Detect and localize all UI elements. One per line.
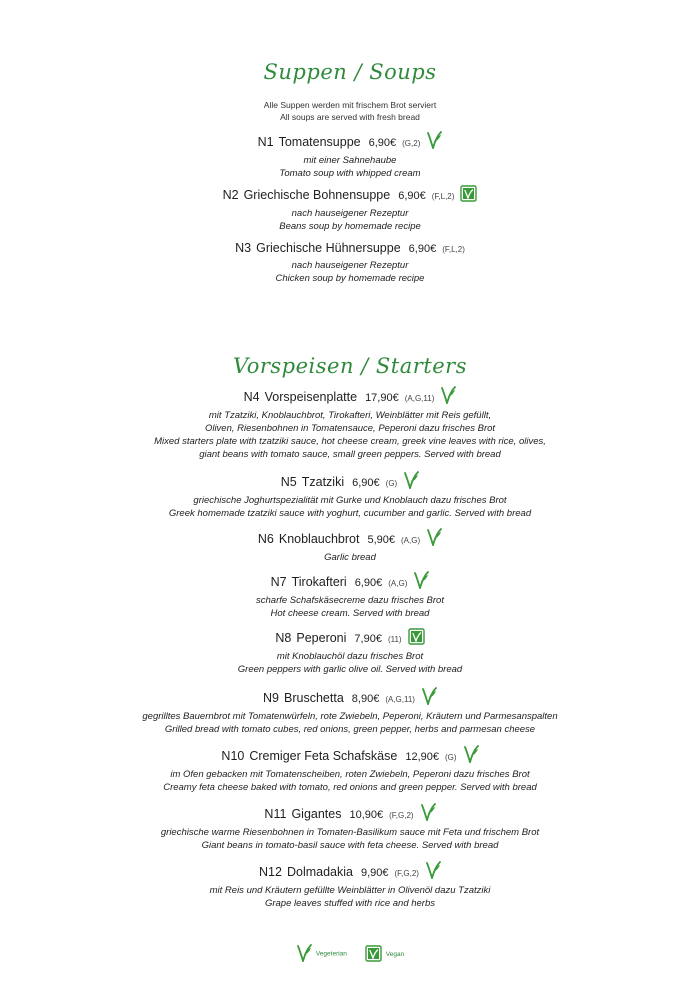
item-price: 7,90€	[354, 633, 382, 645]
item-desc-line: giant beans with tomato sauce, small green peppers. Served with bread	[199, 449, 501, 460]
menu-item-title	[0, 386, 700, 409]
vegetarian-leaf-icon	[421, 687, 437, 710]
item-desc-line: Green peppers with garlic olive oil. Served with bread	[237, 664, 463, 675]
item-number: N2	[222, 188, 239, 202]
item-desc-line: scharfe Schafskäsecreme dazu frisches Brot	[256, 595, 444, 606]
menu-item-n1	[0, 131, 700, 180]
item-number: N12	[259, 865, 282, 879]
item-desc-line: im Ofen gebacken mit Tomatenscheiben, roten Zwiebeln, Peperoni dazu frisches Brot	[170, 769, 530, 780]
item-number: N3	[235, 241, 252, 255]
menu-item-n8	[0, 628, 700, 676]
item-desc-line: Chicken soup by homemade recipe	[275, 273, 425, 284]
item-name: Cremiger Feta Schafskäse	[249, 749, 398, 763]
legend-vegetarian	[296, 944, 347, 964]
menu-item-n4	[0, 386, 700, 461]
menu-item-title	[0, 745, 700, 768]
menu-item-n12	[0, 861, 700, 910]
vegetarian-leaf-icon	[413, 571, 429, 594]
menu-item-title	[0, 628, 700, 650]
item-price: 6,90€	[352, 477, 380, 489]
legend-vegan-label: Vegan	[385, 950, 405, 958]
item-desc-line: Greek homemade tzatziki sauce with yoghurt, cucumber and garlic. Served with bread	[168, 508, 532, 519]
item-allergens: (G)	[385, 479, 398, 488]
menu-item-title	[0, 861, 700, 884]
item-name: Dolmadakia	[286, 865, 353, 879]
item-number: N9	[263, 691, 280, 705]
item-desc-line: Hot cheese cream. Served with bread	[270, 608, 430, 619]
item-allergens: (F,L,2)	[442, 245, 465, 254]
legend-vegetarian-label: Vegeterian	[315, 950, 347, 958]
item-allergens: (A,G,11)	[385, 695, 415, 704]
menu-item-title	[0, 803, 700, 826]
vegan-box-icon	[365, 945, 382, 964]
item-number: N11	[264, 807, 287, 821]
legend-vegan	[365, 945, 404, 964]
menu-item-title	[0, 528, 700, 551]
vegetarian-leaf-icon	[420, 803, 436, 826]
item-name: Knoblauchbrot	[278, 532, 360, 546]
item-desc-line: Grilled bread with tomato cubes, red onions, green pepper, herbs and parmesan cheese	[164, 724, 536, 735]
menu-item-title	[0, 571, 700, 594]
soups-intro-en: All soups are served with fresh bread	[280, 112, 420, 122]
item-price: 9,90€	[360, 867, 389, 879]
vegetarian-leaf-icon	[463, 745, 479, 768]
item-allergens: (F,G,2)	[394, 869, 419, 878]
item-desc-line: griechische Joghurtspezialität mit Gurke und Knoblauch dazu frisches Brot	[193, 495, 507, 506]
item-allergens: (11)	[387, 635, 402, 644]
item-allergens: (F,G,2)	[389, 811, 414, 820]
vegetarian-leaf-icon	[426, 131, 442, 154]
item-number: N5	[280, 475, 297, 489]
item-desc-line: Tomato soup with whipped cream	[279, 168, 421, 179]
soups-intro-de: Alle Suppen werden mit frischem Brot serviert	[263, 100, 437, 110]
item-price: 6,90€	[354, 577, 383, 589]
item-price: 6,90€	[398, 190, 426, 202]
item-desc-line: Beans soup by homemade recipe	[279, 221, 421, 232]
item-desc-line: Creamy feta cheese baked with tomato, red onions and green pepper. Served with bread	[163, 782, 537, 793]
item-price: 5,90€	[367, 534, 396, 546]
item-name: Vorspeisenplatte	[264, 390, 358, 404]
menu-item-n10	[0, 745, 700, 794]
item-number: N4	[243, 390, 260, 404]
item-name: Tomatensuppe	[278, 135, 361, 149]
item-desc-line: nach hauseigener Rezeptur	[291, 260, 409, 271]
item-allergens: (A,G)	[401, 536, 421, 545]
item-desc-line: Grape leaves stuffed with rice and herbs	[264, 898, 436, 909]
menu-item-title	[0, 185, 700, 207]
item-number: N6	[257, 532, 274, 546]
item-price: 17,90€	[365, 392, 399, 404]
item-allergens: (F,L,2)	[431, 192, 455, 201]
item-desc-line: griechische warme Riesenbohnen in Tomaten-Basilikum sauce mit Feta und frischem Brot	[160, 827, 540, 838]
item-allergens: (A,G,11)	[404, 394, 435, 403]
item-desc-line: Oliven, Riesenbohnen in Tomatensauce, Peperoni dazu frisches Brot	[204, 423, 496, 434]
item-desc-line: mit Knoblauchöl dazu frisches Brot	[276, 651, 424, 662]
item-desc-line: Mixed starters plate with tzatziki sauce, hot cheese cream, greek vine leaves with rice, olives,	[154, 436, 546, 447]
menu-item-title	[0, 131, 700, 154]
item-name: Peperoni	[296, 631, 347, 645]
section-title-soups: Suppen / Soups	[263, 60, 437, 84]
menu-item-n7	[0, 571, 700, 620]
item-desc-line: mit Tzatziki, Knoblauchbrot, Tirokafteri, Weinblätter mit Reis gefüllt,	[208, 410, 492, 421]
item-number: N1	[257, 135, 274, 149]
item-number: N10	[221, 749, 245, 763]
item-desc-line: Giant beans in tomato-basil sauce with feta cheese. Served with bread	[201, 840, 499, 851]
menu-item-title	[0, 471, 700, 494]
item-allergens: (A,G)	[388, 579, 408, 588]
item-number: N7	[270, 575, 287, 589]
item-name: Griechische Bohnensuppe	[243, 188, 391, 202]
menu-item-n11	[0, 803, 700, 852]
vegetarian-leaf-icon	[403, 471, 419, 494]
vegan-box-icon	[408, 628, 425, 650]
item-name: Bruschetta	[284, 691, 344, 705]
menu-item-n6	[0, 528, 700, 564]
menu-item-n9	[0, 687, 700, 736]
item-price: 6,90€	[368, 137, 397, 149]
menu-item-n5	[0, 471, 700, 520]
item-allergens: (G,2)	[402, 139, 421, 148]
item-desc-line: nach hauseigener Rezeptur	[291, 208, 409, 219]
item-desc-line: mit Reis und Kräutern gefüllte Weinblätter in Olivenöl dazu Tzatziki	[209, 885, 491, 896]
menu-item-title	[0, 687, 700, 710]
item-desc-line: mit einer Sahnehaube	[303, 155, 397, 166]
vegetarian-leaf-icon	[425, 861, 441, 884]
menu-item-title	[0, 239, 700, 259]
item-name: Gigantes	[291, 807, 342, 821]
diet-legend	[0, 944, 700, 964]
menu-item-n3	[0, 239, 700, 285]
section-title-starters: Vorspeisen / Starters	[232, 354, 467, 378]
item-name: Tzatziki	[301, 475, 345, 489]
item-price: 12,90€	[405, 751, 439, 763]
item-name: Griechische Hühnersuppe	[256, 241, 401, 255]
item-price: 8,90€	[351, 693, 380, 705]
item-allergens: (G)	[445, 753, 457, 762]
vegan-box-icon	[460, 185, 477, 207]
item-desc-line: gegrilltes Bauernbrot mit Tomatenwürfeln, rote Zwiebeln, Peperoni, Kräutern und Parmesanspalten	[142, 711, 558, 722]
vegetarian-leaf-icon	[296, 944, 312, 964]
soups-intro	[0, 99, 700, 123]
item-desc-line: Garlic bread	[324, 552, 376, 563]
item-name: Tirokafteri	[291, 575, 347, 589]
menu-item-n2	[0, 185, 700, 233]
vegetarian-leaf-icon	[440, 386, 456, 409]
vegetarian-leaf-icon	[426, 528, 442, 551]
item-price: 6,90€	[408, 243, 437, 255]
item-price: 10,90€	[349, 809, 384, 821]
item-number: N8	[275, 631, 292, 645]
